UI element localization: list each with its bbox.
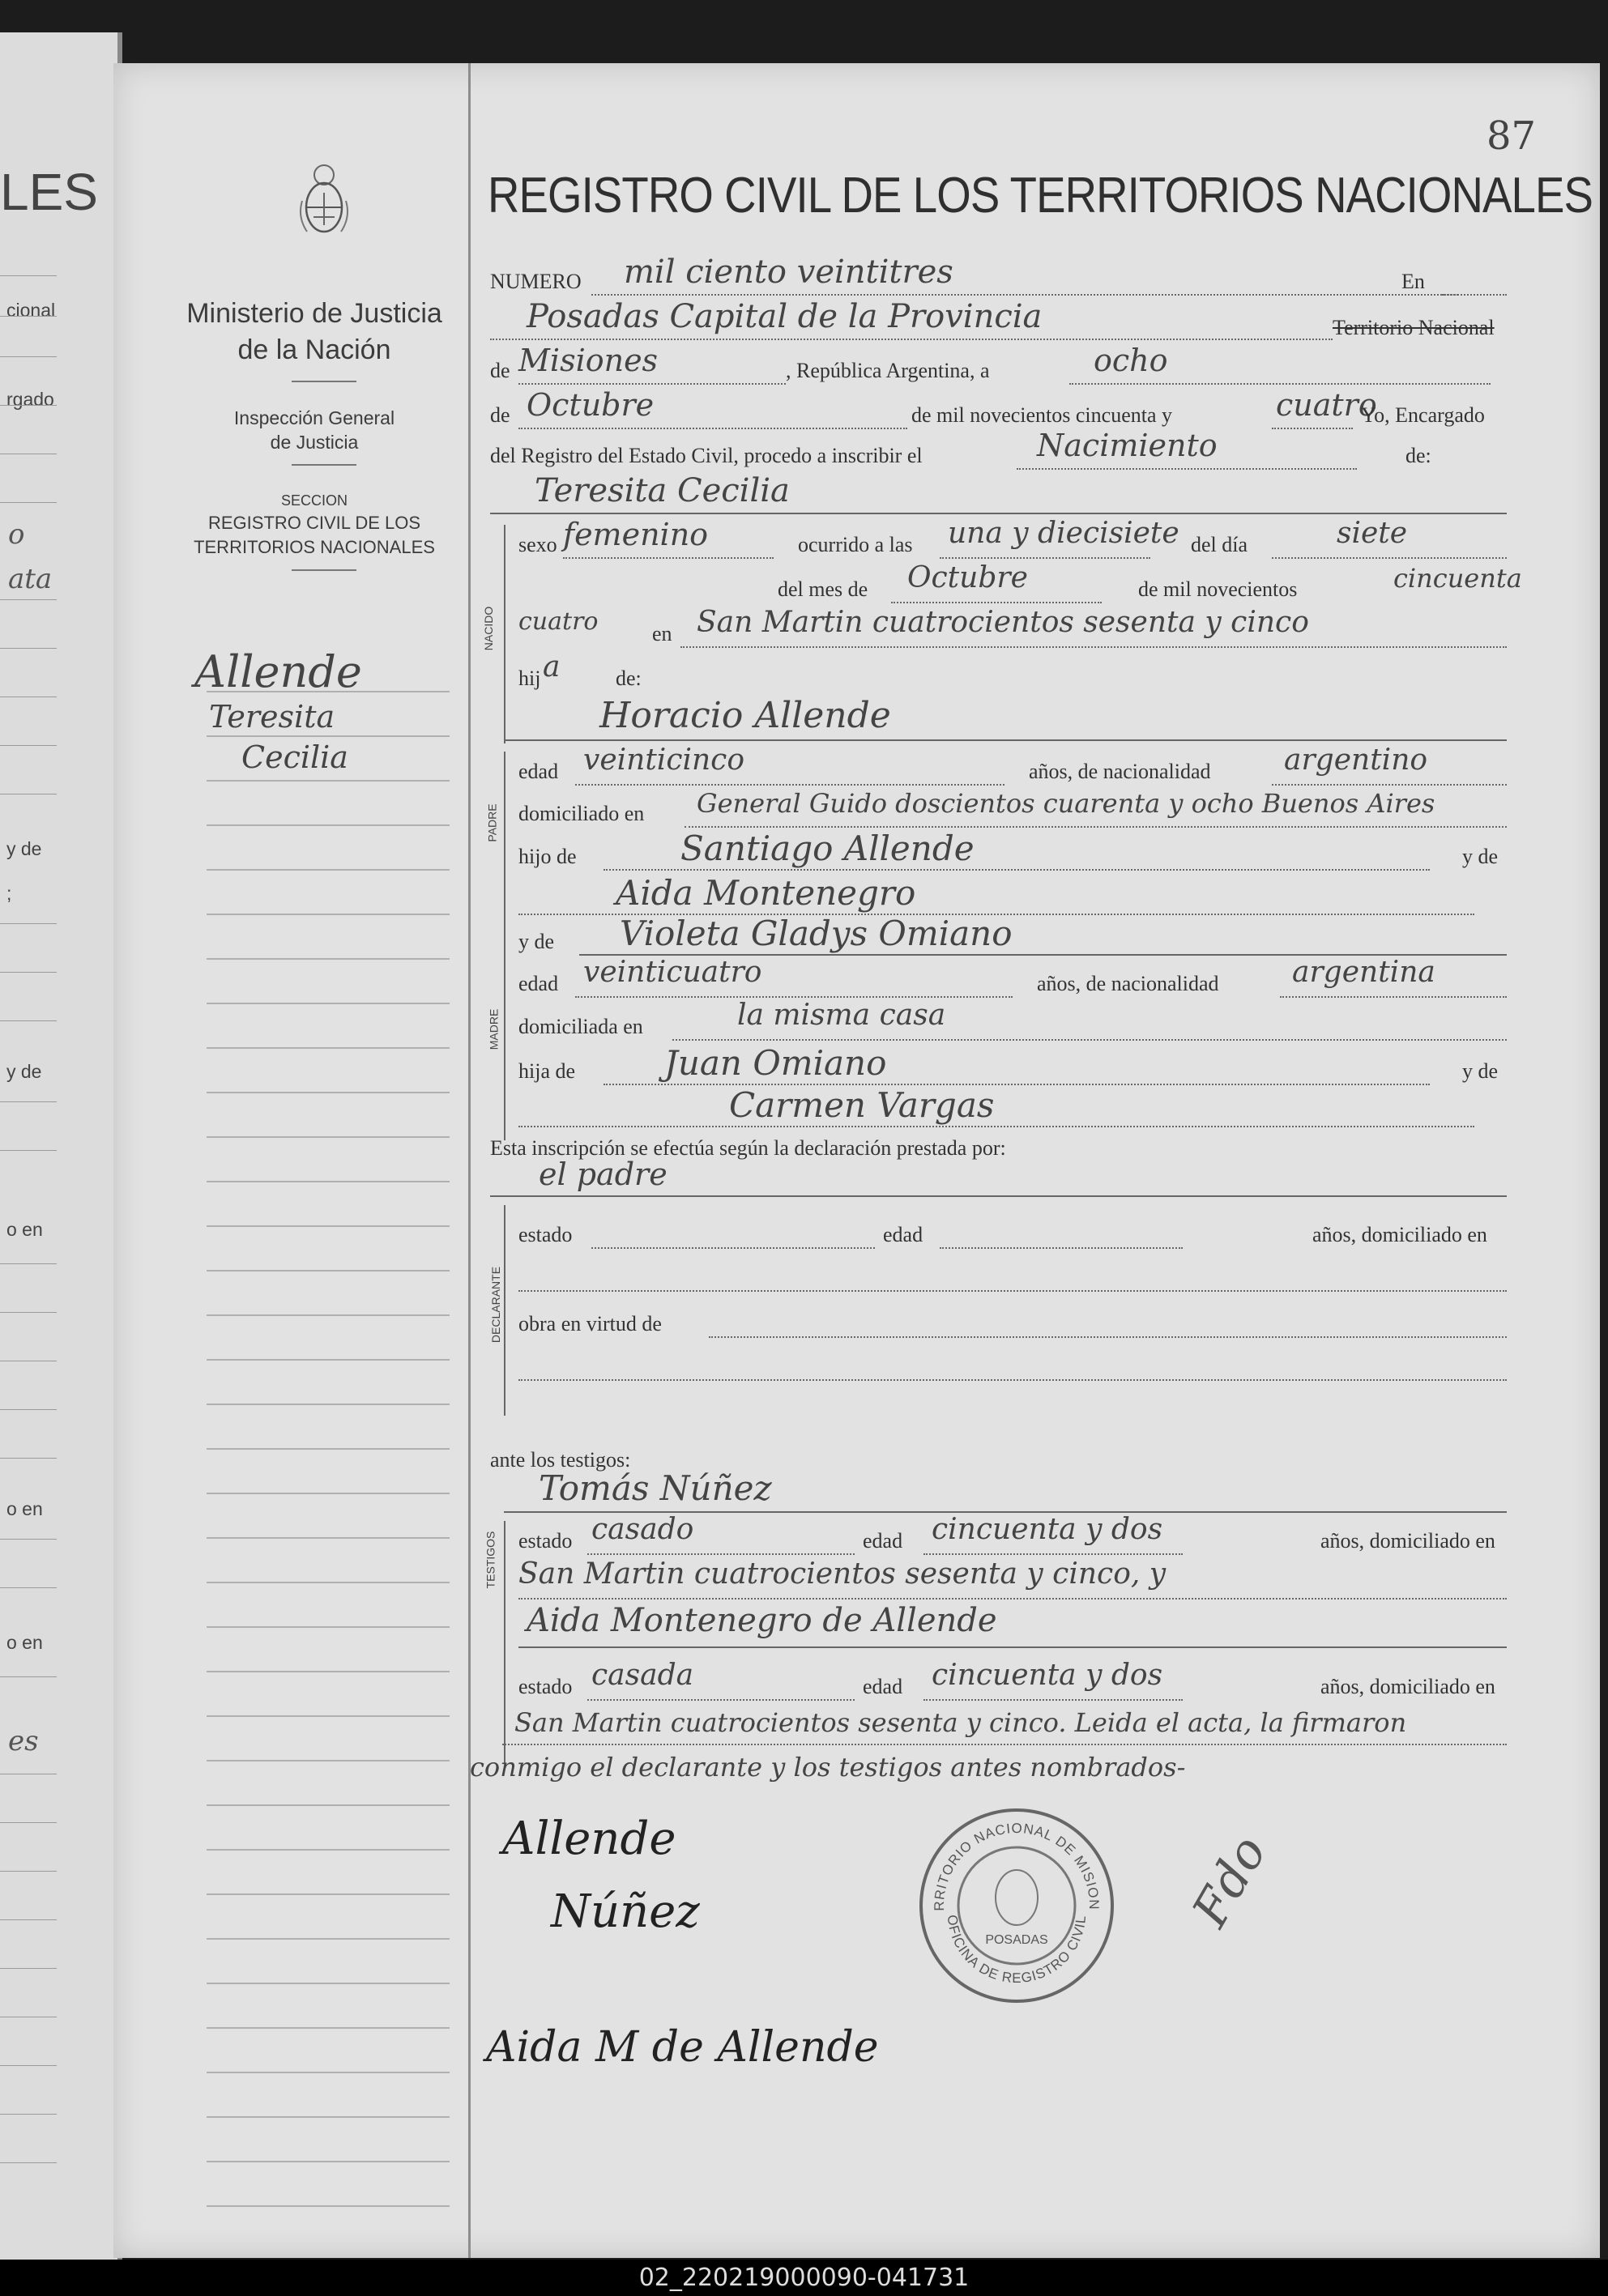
coat-of-arms-icon	[296, 160, 352, 241]
page-title: REGISTRO CIVIL DE LOS TERRITORIOS NACIONALES	[488, 168, 1593, 224]
del-mes-label: del mes de	[778, 577, 868, 601]
father-father: Santiago Allende	[680, 829, 975, 868]
edad-label-w2: edad	[863, 1675, 903, 1698]
signature-witness2: Aida M de Allende	[486, 2023, 879, 2072]
section-line2: TERRITORIOS NACIONALES	[194, 537, 435, 557]
witness2-estado: casada	[591, 1659, 694, 1692]
registry-page	[113, 63, 1600, 2258]
sexo-label: sexo	[518, 533, 557, 556]
prev-fragment: cional	[6, 300, 56, 321]
mother-mother: Carmen Vargas	[729, 1085, 995, 1125]
edad-label-w1: edad	[863, 1529, 903, 1553]
edad-label-d: edad	[883, 1223, 923, 1246]
nacido-side-label: NACIDO	[482, 606, 496, 651]
prev-fragment: o en	[6, 1498, 43, 1519]
month-value: Octubre	[527, 387, 655, 423]
stamp-city: POSADAS	[985, 1933, 1048, 1947]
hij-label: hij	[518, 667, 541, 690]
witness2-address: San Martin cuatrocientos sesenta y cinco. Leida el acta, la firmaron	[514, 1707, 1407, 1738]
image-id-footer: 02_220219000090-041731	[0, 2260, 1608, 2296]
witness1-estado: casado	[591, 1513, 694, 1546]
del-dia-label: del día	[1191, 533, 1248, 556]
madre-side-label: MADRE	[487, 1008, 501, 1050]
yo-label: Yo, Encargado	[1361, 403, 1485, 427]
stamp-outer-text: RRITORIO NACIONAL DE MISION	[931, 1820, 1103, 1911]
witness2-name: Aida Montenegro de Allende	[527, 1602, 997, 1639]
witness1-address: San Martin cuatrocientos sesenta y cinco, y	[518, 1557, 1167, 1591]
prev-handwriting: o	[8, 518, 25, 551]
signature-officer: Fdo	[1181, 1826, 1278, 1936]
numero-value: mil ciento veintitres	[624, 253, 953, 291]
ministry-line4: de Justicia	[270, 432, 359, 453]
prev-fragment: y de	[6, 1061, 42, 1082]
father-address: General Guido doscientos cuarenta y ocho Buenos Aires	[697, 788, 1435, 819]
anos-dom-label: años, domiciliado en	[1312, 1223, 1487, 1246]
birth-month-value: Octubre	[907, 561, 1028, 594]
en-label: En	[1401, 270, 1425, 293]
witness2-edad: cincuenta y dos	[932, 1659, 1163, 1692]
prev-handwriting: ata	[8, 563, 53, 595]
ministry-line3: Inspección General	[233, 407, 395, 428]
ministry-line2: de la Nación	[237, 334, 391, 365]
testigos-label: ante los testigos:	[490, 1448, 631, 1472]
birth-year-a: cincuenta	[1393, 563, 1522, 594]
previous-page-fragment	[0, 32, 122, 2260]
birth-day-value: siete	[1337, 517, 1408, 550]
y-de-label: y de	[1462, 845, 1499, 868]
prev-fragment: ;	[6, 883, 12, 904]
hour-value: una y diecisiete	[948, 517, 1179, 550]
estado-label-w2: estado	[518, 1675, 573, 1698]
territorio-label: Territorio Nacional	[1333, 316, 1495, 339]
en-label2: en	[652, 622, 672, 645]
anos-dom-label-w1: años, domiciliado en	[1320, 1529, 1495, 1553]
hij-value: a	[543, 650, 561, 684]
father-name: Horacio Allende	[599, 695, 891, 736]
prev-fragment: rgado	[6, 389, 54, 410]
section-label: SECCION	[280, 492, 348, 509]
y-de-label-m: y de	[1462, 1059, 1499, 1083]
prev-fragment: y de	[6, 838, 42, 859]
mother-nationality: argentina	[1292, 956, 1435, 989]
estado-label-w1: estado	[518, 1529, 573, 1553]
anos-dom-label-w2: años, domiciliado en	[1320, 1675, 1495, 1698]
domiciliado-label: domiciliado en	[518, 802, 645, 825]
mil-nov-label: de mil novecientos	[1138, 577, 1298, 601]
child-name: Teresita Cecilia	[535, 472, 790, 509]
republica-label: , República Argentina, a	[786, 359, 990, 382]
de-label: de	[490, 403, 510, 427]
anos-nac-label-m: años, de nacionalidad	[1037, 972, 1219, 995]
day-value: ocho	[1094, 343, 1168, 378]
mother-address: la misma casa	[737, 999, 946, 1032]
closing-line: conmigo el declarante y los testigos antes nombrados-	[470, 1752, 1186, 1783]
hijo-de-label: hijo de	[518, 845, 577, 868]
stamp-seal-icon	[915, 1804, 1118, 2007]
ministry-line1: Ministerio de Justicia	[186, 298, 442, 329]
de-colon-2: de:	[616, 667, 642, 690]
mil-label: de mil novecientos cincuenta y	[911, 403, 1173, 427]
estado-label: estado	[518, 1223, 573, 1246]
section-line1: REGISTRO CIVIL DE LOS	[207, 513, 421, 533]
margin-note-first: Teresita	[209, 699, 335, 735]
birth-year-b: cuatro	[518, 607, 599, 636]
province-value: Misiones	[518, 343, 659, 378]
declarant-value: el padre	[539, 1157, 668, 1192]
prev-fragment: o en	[6, 1632, 43, 1653]
prev-fragment: o en	[6, 1219, 43, 1240]
padre-side-label: PADRE	[485, 803, 499, 842]
hija-de-label: hija de	[518, 1059, 576, 1083]
ocurrido-label: ocurrido a las	[798, 533, 913, 556]
de-label: de	[490, 359, 510, 382]
de-colon: de:	[1405, 444, 1431, 467]
stamp-inner-text: OFICINA DE REGISTRO CIVIL	[944, 1914, 1090, 1987]
birth-place: San Martin cuatrocientos sesenta y cinco	[697, 606, 1309, 639]
year-value: cuatro	[1276, 387, 1377, 423]
margin-note-second: Cecilia	[241, 739, 348, 775]
mother-age: veinticuatro	[583, 956, 762, 989]
page-number: 87	[1486, 113, 1537, 159]
father-mother: Aida Montenegro	[616, 873, 916, 913]
signature-declarant: Allende	[502, 1813, 676, 1865]
mother-father: Juan Omiano	[664, 1043, 887, 1083]
act-value: Nacimiento	[1037, 428, 1218, 463]
prev-page-heading: LES	[0, 163, 98, 221]
place-value: Posadas Capital de la Provincia	[527, 298, 1043, 335]
declarante-side-label: DECLARANTE	[489, 1266, 503, 1344]
obra-label: obra en virtud de	[518, 1312, 662, 1335]
margin-note-surname: Allende	[194, 646, 362, 697]
edad-label: edad	[518, 760, 559, 783]
anos-nac-label: años, de nacionalidad	[1029, 760, 1211, 783]
numero-label: NUMERO	[490, 270, 582, 293]
signature-witness1: Núñez	[551, 1885, 700, 1938]
official-stamp	[915, 1804, 1118, 2007]
witness1-edad: cincuenta y dos	[932, 1513, 1163, 1546]
sexo-value: femenino	[563, 517, 709, 552]
witness1-name: Tomás Núñez	[539, 1468, 772, 1508]
margin-column	[113, 63, 471, 2258]
prev-handwriting: es	[8, 1725, 39, 1757]
y-de-label-2: y de	[518, 930, 555, 953]
declaracion-label: Esta inscripción se efectúa según la declaración prestada por:	[490, 1136, 1006, 1160]
father-nationality: argentino	[1284, 743, 1428, 777]
mother-name: Violeta Gladys Omiano	[620, 914, 1013, 953]
edad-label-m: edad	[518, 972, 559, 995]
domiciliada-label: domiciliada en	[518, 1015, 643, 1038]
father-age: veinticinco	[583, 743, 745, 777]
registro-label: del Registro del Estado Civil, procedo a inscribir el	[490, 444, 923, 467]
testigos-side-label: TESTIGOS	[484, 1531, 497, 1589]
